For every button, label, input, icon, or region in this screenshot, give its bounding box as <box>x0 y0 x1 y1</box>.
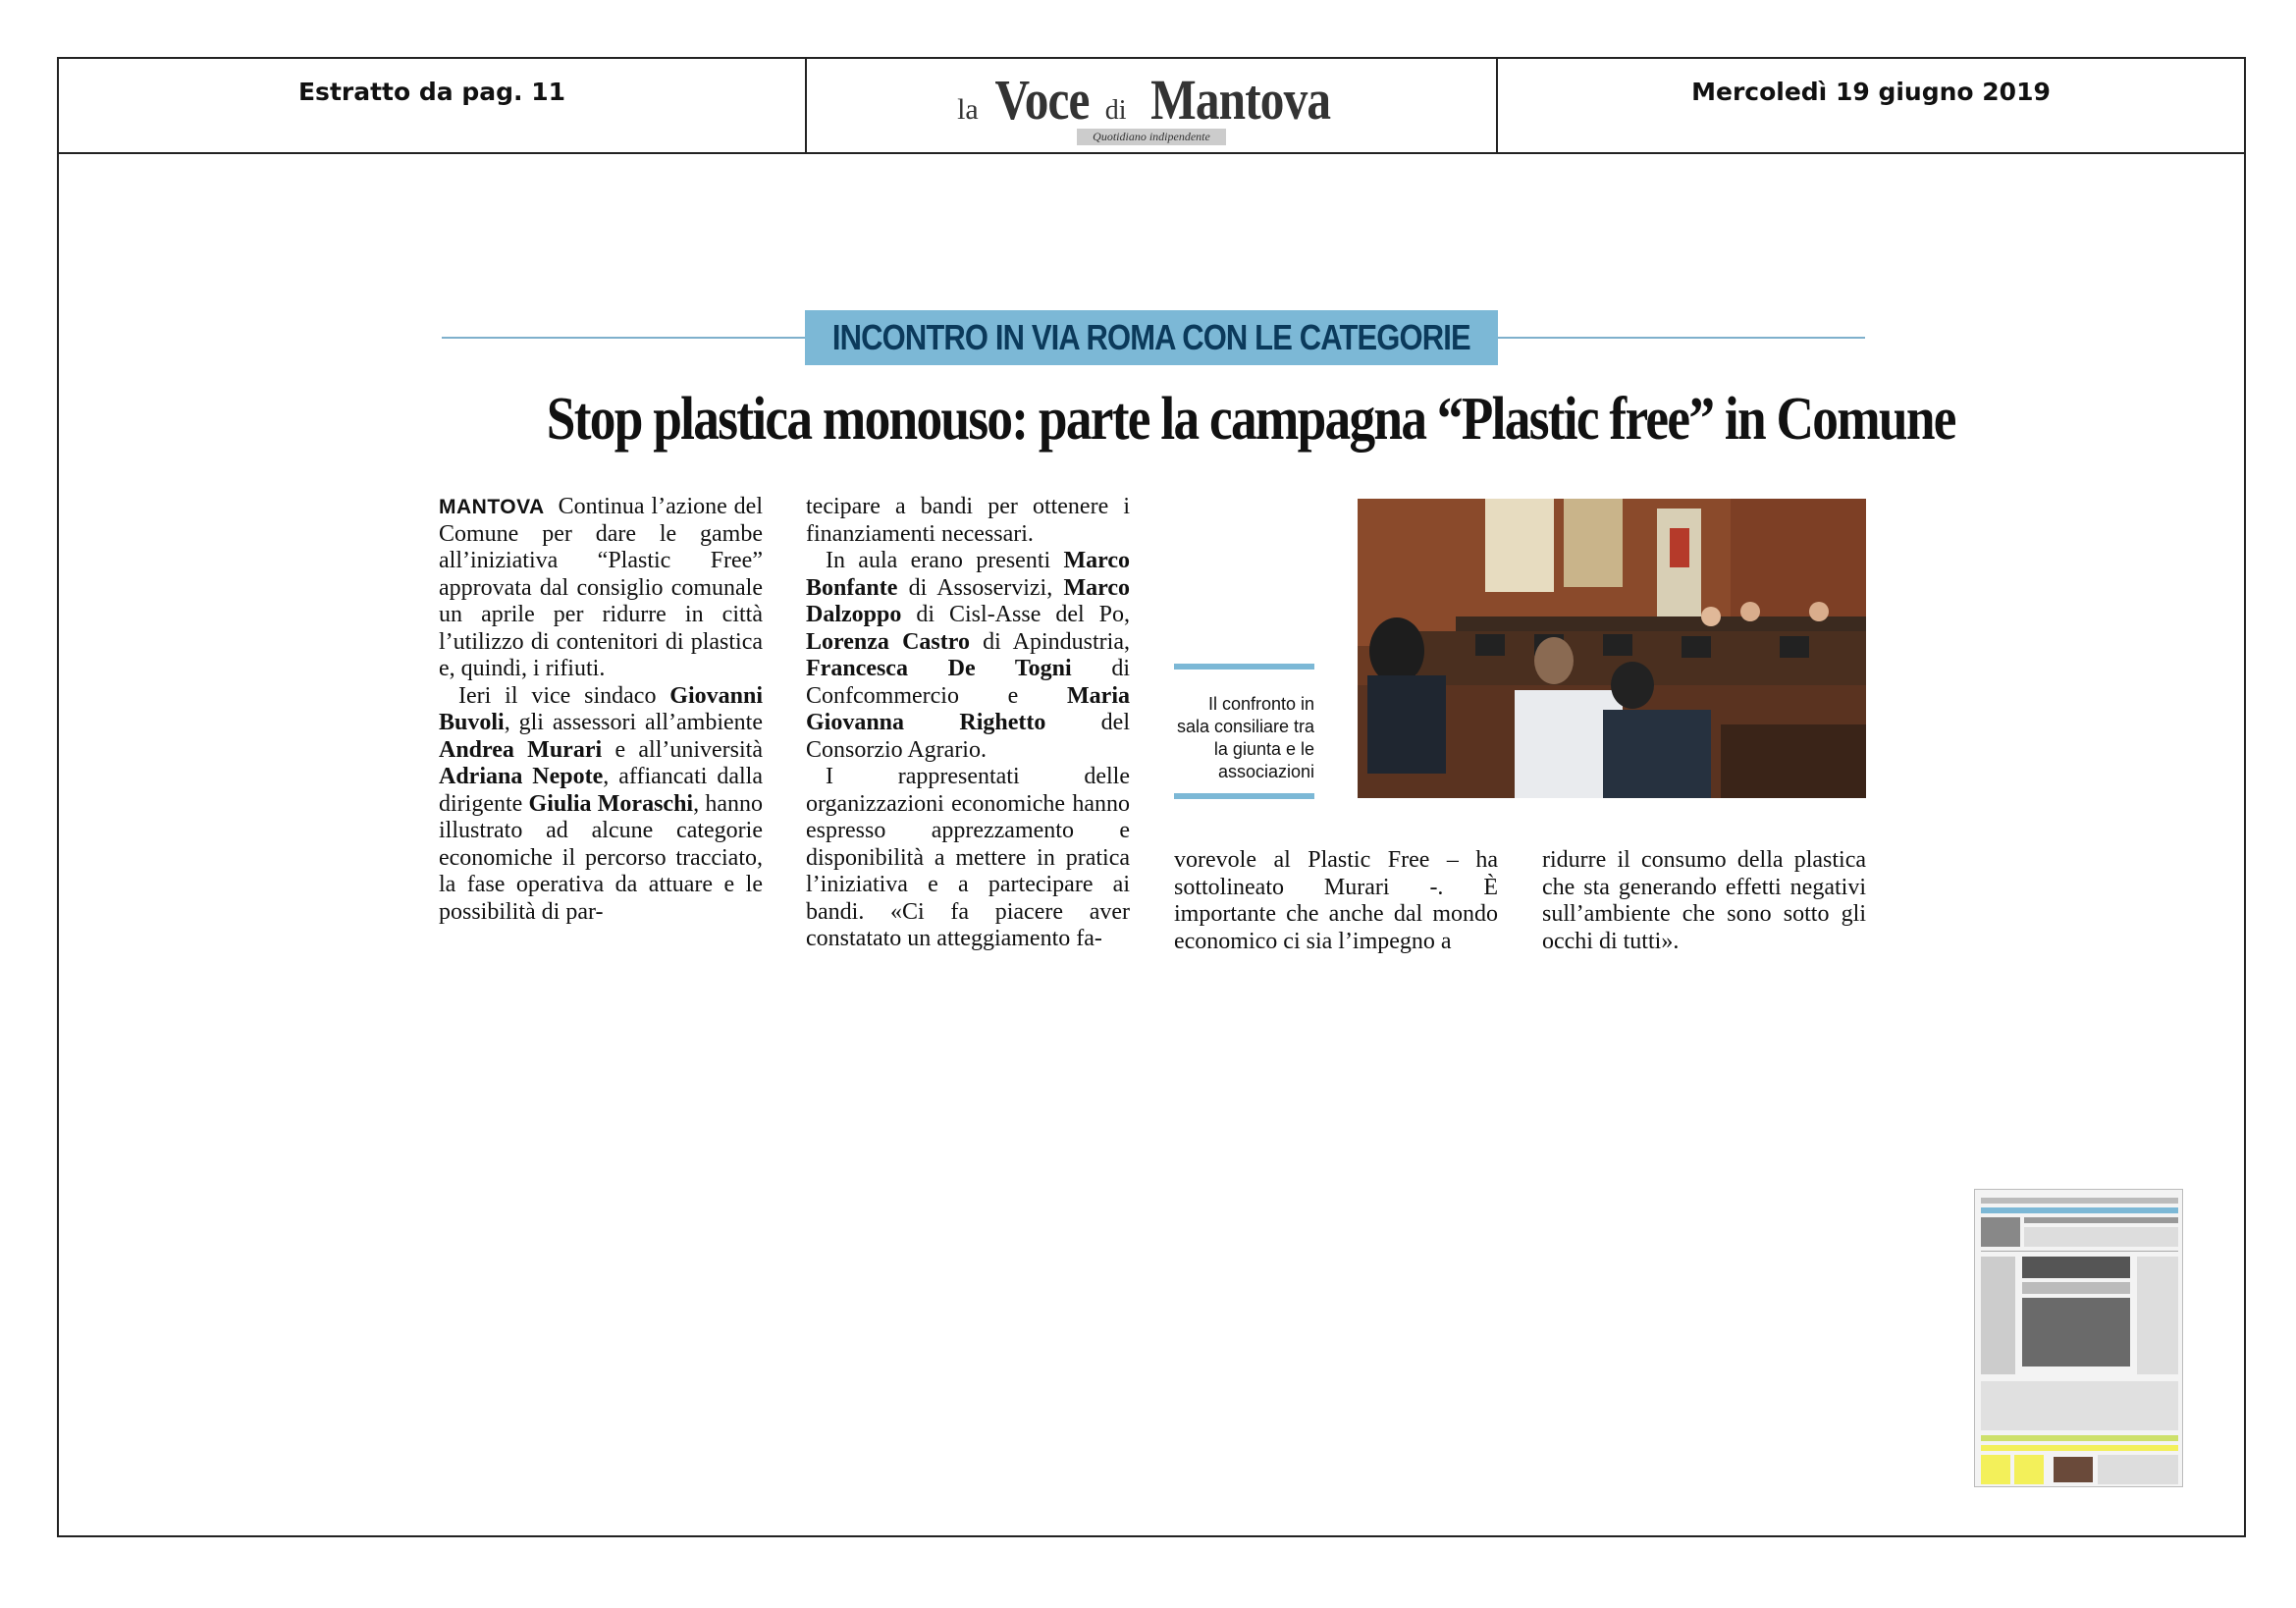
logo-di: di <box>1104 94 1127 126</box>
name-castro: Lorenza Castro <box>806 628 970 655</box>
kicker-rule-right <box>1498 337 1865 339</box>
col1-p2-c: e all’università <box>602 736 763 763</box>
kicker-rule-left <box>442 337 805 339</box>
col4-paragraph: ridurre il consumo della plastica che sta generando effetti negativi sull’ambiente che sono sotto gli occhi di tutti». <box>1542 847 1866 954</box>
article-column-3 <box>1174 847 1498 955</box>
col1-p1-text: Continua l’azione del Comune per dare le gambe all’iniziativa “Plastic Free” approvata dal consiglio comunale un aprile per ridurre in città l’utilizzo di contenitori di plastica e, quindi, i rifiuti. <box>439 494 763 681</box>
logo-mantova: Mantova <box>1149 67 1330 132</box>
name-murari: Andrea Murari <box>439 736 603 763</box>
masthead-cell <box>807 59 1498 152</box>
name-moraschi: Giulia Moraschi <box>528 790 694 817</box>
article-kicker <box>805 310 1498 365</box>
name-dalzoppo: Marco Dalzoppo <box>806 574 1130 627</box>
col1-paragraph-1 <box>439 494 763 683</box>
extract-cell <box>59 59 807 152</box>
col2-p2-c: di Cisl-Asse del Po, <box>901 602 1130 627</box>
col1-p2-b: , gli assessori all’ambiente <box>504 710 763 735</box>
article-column-4 <box>1542 847 1866 955</box>
col2-p2-a: In aula erano presenti <box>826 548 1064 573</box>
logo-voce: Voce <box>994 67 1090 132</box>
col3-paragraph: vorevole al Plastic Free – ha sottolineato Murari -. È importante che anche dal mondo economico ci sia l’impegno a <box>1174 847 1498 954</box>
name-buvoli: Giovanni Buvoli <box>439 682 763 735</box>
kicker-text: INCONTRO IN VIA ROMA CON LE CATEGORIE <box>832 317 1470 357</box>
col1-p2-d: , affiancati dalla dirigente <box>439 764 763 817</box>
dateline: MANTOVA <box>439 496 545 518</box>
col2-paragraph-3: I rappresentati delle organizzazioni economiche hanno espresso apprezzamento e disponibilità a mettere in pratica l’iniziativa e a partecipare ai bandi. «Ci fa piacere aver constatato un atteggiamento fa- <box>806 764 1130 951</box>
newspaper-logo <box>957 67 1346 133</box>
photo-caption-box <box>1174 664 1314 799</box>
col2-p2-f: del Consorzio Agrario. <box>806 710 1130 763</box>
issue-date: Mercoledì 19 giugno 2019 <box>1691 78 2051 106</box>
clipping-frame <box>57 57 2246 1537</box>
col1-p2-e: , hanno illustrato ad alcune categorie economiche il percorso tracciato, la fase operativa da attuare e le possibilità di par- <box>439 790 763 925</box>
page-thumbnail <box>1974 1189 2183 1487</box>
photo-caption: Il confronto in sala consiliare tra la giunta e le associazioni <box>1176 694 1314 781</box>
article-column-2 <box>806 494 1130 953</box>
col1-paragraph-2 <box>439 683 763 927</box>
extract-label: Estratto da pag. 11 <box>297 78 565 106</box>
thumbnail-illustration <box>1975 1190 2183 1487</box>
name-righetto: Maria Giovanna Righetto <box>806 682 1130 735</box>
col2-p2-b: di Assoservizi, <box>897 574 1064 601</box>
caption-rule-bottom <box>1174 793 1314 799</box>
logo-tagline: Quotidiano indipendente <box>1077 129 1226 145</box>
name-bonfante: Marco Bonfante <box>806 548 1130 601</box>
headline-text: Stop plastica monouso: parte la campagna “Plastic free” in Comune <box>546 386 1955 453</box>
col2-paragraph-2 <box>806 548 1130 764</box>
col2-paragraph-1: tecipare a bandi per ottenere i finanziamenti necessari. <box>806 494 1130 547</box>
col2-p2-e: di Confcommercio e <box>806 656 1131 709</box>
date-cell <box>1498 59 2244 152</box>
article-headline <box>432 385 1955 455</box>
clipping-header <box>59 59 2244 154</box>
logo-la: la <box>957 92 979 126</box>
council-meeting-photo <box>1358 499 1866 798</box>
col2-p2-d: di Apindustria, <box>969 628 1130 655</box>
photo-illustration <box>1358 499 1866 798</box>
col1-p2-a: Ieri il vice sindaco <box>458 682 670 709</box>
name-de-togni: Francesca De Togni <box>806 656 1072 681</box>
name-nepote: Adriana Nepote <box>439 764 604 789</box>
article-column-1 <box>439 494 763 926</box>
